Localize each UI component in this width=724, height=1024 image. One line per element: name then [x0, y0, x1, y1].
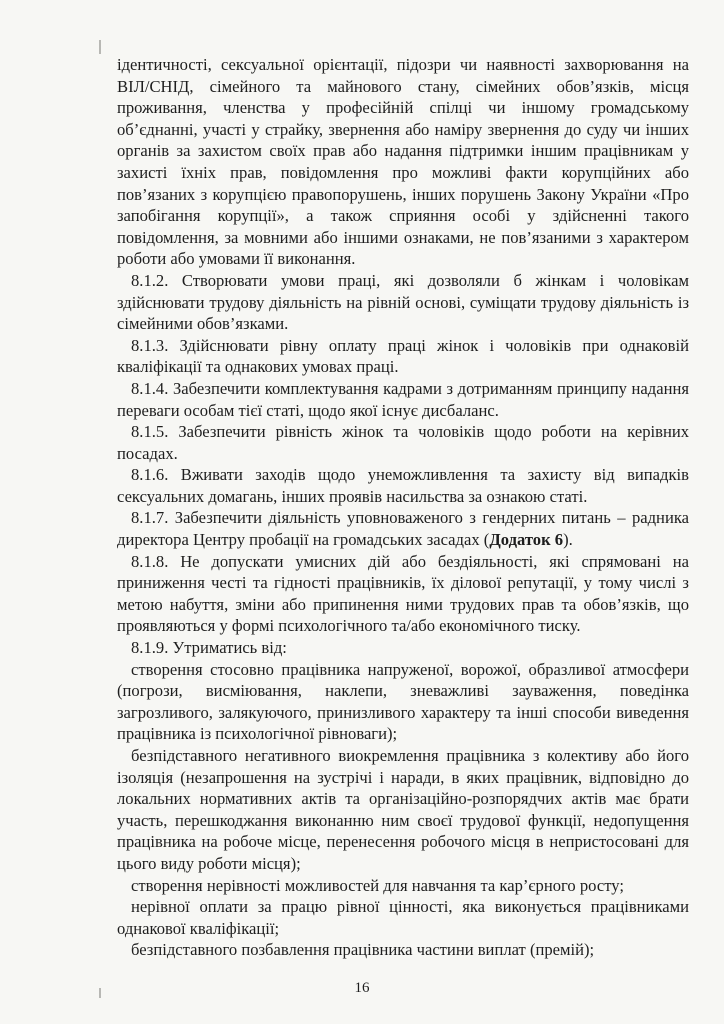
subitem-unequal-pay: нерівної оплати за працю рівної цінності, яка виконується працівниками однакової кваліфікації;	[117, 897, 689, 938]
paragraph-continuation: ідентичності, сексуальної орієнтації, підозри чи наявності захворювання на ВІЛ/СНІД, сімейного та майнового стану, сімейних обов’язків, місця проживання, членства у професійній спілці чи іншому громадському об’єднанні, участі у страйку, звернення або наміру звернення до суду чи інших органів за захистом своїх прав або надання підтримки іншим працівникам у захисті їхніх прав, повідомлення про можливі факти корупційних або пов’язаних з корупцією правопорушень, інших порушень Закону України «Про запобігання корупції», а також сприяння особі у здійсненні такого повідомлення, за мовними або іншими ознаками, не пов’язаними з характером роботи або умовами її виконання.	[117, 55, 689, 269]
subitem-deprivation-of-payments: безпідставного позбавлення працівника частини виплат (премій);	[131, 940, 595, 960]
paragraph-8-1-9: 8.1.9. Утриматись від:	[131, 638, 287, 658]
subitem-hostile-atmosphere: створення стосовно працівника напруженої, ворожої, образливої атмосфери (погрози, висміювання, наклепи, зневажливі зауваження, поведінка загрозливого, залякуючого, принизливого характеру та інші способи виведення працівника із психологічної рівноваги);	[117, 659, 689, 744]
paragraph-8-1-4: 8.1.4. Забезпечити комплектування кадрами з дотриманням принципу надання переваги особам тієї статі, щодо якої існує дисбаланс.	[117, 378, 689, 420]
paragraph-8-1-6: 8.1.6. Вживати заходів щодо унеможливлення та захисту від випадків сексуальних домагань, інших проявів насильства за ознакою статі.	[117, 465, 689, 506]
appendix-reference: Додаток 6	[489, 530, 564, 550]
paragraph-8-1-3: 8.1.3. Здійснювати рівну оплату праці жінок і чоловіків при однаковій кваліфікації та однакових умовах праці.	[117, 335, 689, 377]
left-edge-mark-top	[99, 40, 101, 54]
paragraph-8-1-7	[117, 507, 689, 550]
paragraph-8-1-8: 8.1.8. Не допускати умисних дій або бездіяльності, які спрямовані на приниження честі та гідності працівників, їх ділової репутації, у тому числі з метою набуття, зміни або припинення ними трудових прав та обов’язків, що проявляються у формі психологічного та/або економічного тиску.	[117, 551, 689, 636]
paragraph-8-1-2: 8.1.2. Створювати умови праці, які дозволяли б жінкам і чоловікам здійснювати трудову діяльність на рівній основі, суміщати трудову діяльність із сімейними обов’язками.	[117, 270, 689, 334]
paragraph-8-1-7-end: ).	[563, 530, 573, 550]
subitem-isolation: безпідставного негативного виокремлення працівника з колективу або його ізоляція (незапрошення на зустрічі і наради, в яких працівник, відповідно до локальних нормативних актів та організаційно-розпорядчих актів має брати участь, перешкоджання виконанню ним своєї трудової функції, недопущення працівника на робоче місце, перенесення робочого місця в непристосовані для цього виду роботи місця);	[117, 746, 689, 873]
paragraph-8-1-5: 8.1.5. Забезпечити рівність жінок та чоловіків щодо роботи на керівних посадах.	[117, 422, 689, 463]
subitem-unequal-opportunities: створення нерівності можливостей для навчання та кар’єрного росту;	[131, 875, 624, 895]
document-body	[117, 54, 689, 961]
page-number: 16	[354, 980, 370, 996]
paragraph-8-1-7-text: 8.1.7. Забезпечити діяльність уповноваженого з гендерних питань – радника директора Центру пробації на громадських засадах (	[117, 508, 689, 550]
